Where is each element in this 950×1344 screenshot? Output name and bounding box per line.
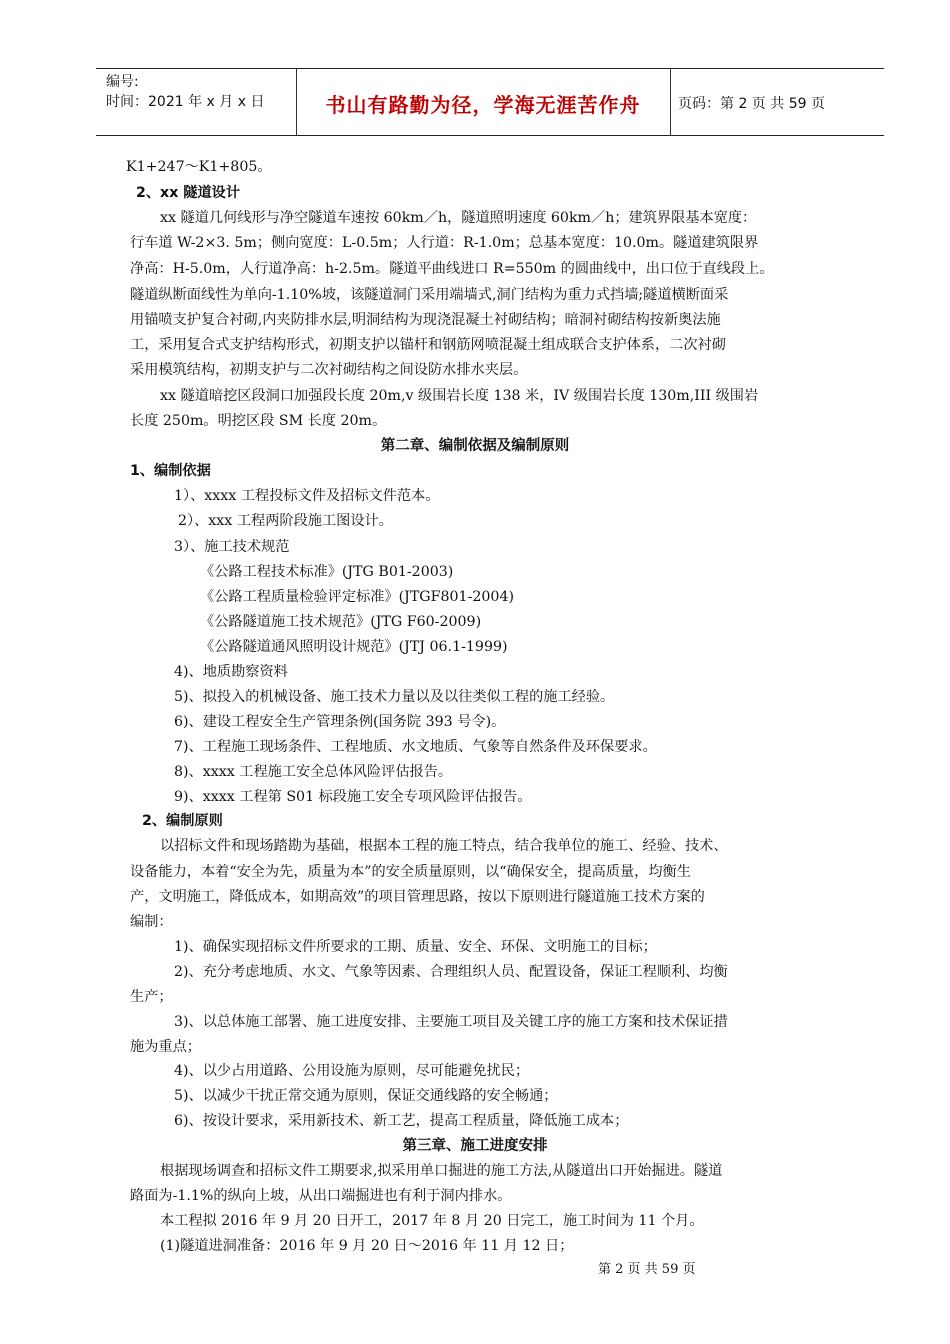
page-header bbox=[96, 68, 884, 136]
body-line: 施为重点； bbox=[130, 1039, 201, 1055]
list-item: 4)、以少占用道路、公用设施为原则，尽可能避免扰民； bbox=[174, 1063, 530, 1079]
body-line: 编制： bbox=[130, 914, 173, 930]
list-item: 4)、地质勘察资料 bbox=[174, 664, 288, 680]
page-footer: 第 2 页 共 59 页 bbox=[598, 1262, 696, 1277]
standard-reference: 《公路工程质量检验评定标准》(JTGF801-2004) bbox=[200, 589, 515, 605]
body-line: 长度 250m。明挖区段 SM 长度 20m。 bbox=[130, 413, 387, 429]
body-line: 路面为-1.1%的纵向上坡，从出口端掘进也有利于洞内排水。 bbox=[130, 1188, 512, 1204]
section-heading: 1、编制依据 bbox=[130, 463, 211, 479]
list-item: 6)、按设计要求，采用新技术、新工艺，提高工程质量，降低施工成本； bbox=[174, 1113, 629, 1129]
body-line: 生产； bbox=[130, 989, 173, 1005]
body-line: (1)隧道进洞准备：2016 年 9 月 20 日～2016 年 11 月 12 日； bbox=[160, 1238, 574, 1254]
standard-reference: 《公路隧道通风照明设计规范》(JTJ 06.1-1999) bbox=[200, 639, 508, 655]
body-line: K1+247～K1+805。 bbox=[126, 159, 272, 175]
body-line: 以招标文件和现场踏勘为基础，根据本工程的施工特点，结合我单位的施工、经验、技术、 bbox=[160, 838, 728, 854]
body-line: 净高：H-5.0m，人行道净高：h-2.5m。隧道平曲线进口 R=550m 的圆曲线中，出口位于直线段上。 bbox=[130, 261, 774, 277]
list-item: 2)、充分考虑地质、水文、气象等因素、合理组织人员、配置设备，保证工程顺利、均衡 bbox=[174, 964, 728, 980]
section-heading: 2、xx 隧道设计 bbox=[136, 185, 241, 201]
chapter-heading: 第三章、施工进度安排 bbox=[402, 1138, 548, 1154]
body-line: 隧道纵断面线性为单向-1.10%坡，该隧道洞门采用端墙式,洞门结构为重力式挡墙;隧道横断面采 bbox=[130, 287, 729, 303]
standard-reference: 《公路隧道施工技术规范》(JTG F60-2009) bbox=[200, 614, 482, 630]
body-line: 本工程拟 2016 年 9 月 20 日开工，2017 年 8 月 20 日完工，施工时间为 11 个月。 bbox=[160, 1213, 704, 1229]
list-item: 1）、xxxx 工程投标文件及招标文件范本。 bbox=[174, 488, 440, 504]
document-number-label: 编号: bbox=[106, 74, 139, 90]
list-item: 7)、工程施工现场条件、工程地质、水文地质、气象等自然条件及环保要求。 bbox=[174, 739, 657, 755]
list-item: 3)、以总体施工部署、施工进度安排、主要施工项目及关键工序的施工方案和技术保证措 bbox=[174, 1014, 728, 1030]
list-item: 1)、确保实现招标文件所要求的工期、质量、安全、环保、文明施工的目标； bbox=[174, 939, 657, 955]
body-line: 用锚喷支护复合衬砌,内夹防排水层,明洞结构为现浇混凝土衬砌结构；暗洞衬砌结构按新奥法施 bbox=[130, 312, 721, 328]
header-page-cell bbox=[670, 69, 884, 135]
list-item: 5)、以减少干扰正常交通为原则，保证交通线路的安全畅通； bbox=[174, 1088, 558, 1104]
list-item: 6)、建设工程安全生产管理条例(国务院 393 号令)。 bbox=[174, 714, 506, 730]
body-line: 根据现场调查和招标文件工期要求,拟采用单口掘进的施工方法,从隧道出口开始掘进。隧道 bbox=[160, 1163, 723, 1179]
body-line: 产，文明施工，降低成本，如期高效”的项目管理思路，按以下原则进行隧道施工技术方案的 bbox=[130, 889, 705, 905]
document-time-label: 时间：2021 年 x 月 x 日 bbox=[106, 94, 265, 110]
body-line: 行车道 W-2×3. 5m；侧向宽度：L-0.5m；人行道：R-1.0m；总基本宽度：10.0m。隧道建筑限界 bbox=[130, 235, 759, 251]
body-line: xx 隧道暗挖区段洞口加强段长度 20m,v 级围岩长度 138 米，IV 级围岩长度 130m,III 级围岩 bbox=[160, 388, 759, 404]
chapter-heading: 第二章、编制依据及编制原则 bbox=[380, 438, 570, 454]
section-heading: 2、编制原则 bbox=[142, 813, 223, 829]
list-item: 9)、xxxx 工程第 S01 标段施工安全专项风险评估报告。 bbox=[174, 789, 532, 805]
list-item: 3）、施工技术规范 bbox=[174, 539, 290, 555]
body-line: 工，采用复合式支护结构形式，初期支护以锚杆和钢筋网喷混凝土组成联合支护体系，二次衬砌 bbox=[130, 337, 726, 353]
list-item: 2）、xxx 工程两阶段施工图设计。 bbox=[178, 513, 393, 529]
motto-text: 书山有路勤为径，学海无涯苦作舟 bbox=[325, 93, 641, 117]
header-motto-cell bbox=[296, 69, 671, 135]
body-line: 设备能力，本着“安全为先，质量为本”的安全质量原则，以“确保安全，提高质量，均衡生 bbox=[130, 864, 691, 880]
body-line: xx 隧道几何线形与净空隧道车速按 60km／h，隧道照明速度 60km／h；建筑界限基本宽度： bbox=[160, 210, 757, 226]
standard-reference: 《公路工程技术标准》(JTG B01-2003) bbox=[200, 564, 454, 580]
list-item: 5)、拟投入的机械设备、施工技术力量以及以往类似工程的施工经验。 bbox=[174, 689, 615, 705]
body-line: 采用模筑结构，初期支护与二次衬砌结构之间设防水排水夹层。 bbox=[130, 362, 528, 378]
header-info-cell bbox=[96, 69, 297, 135]
header-page-info: 页码：第 2 页 共 59 页 bbox=[678, 96, 825, 112]
list-item: 8)、xxxx 工程施工安全总体风险评估报告。 bbox=[174, 764, 453, 780]
